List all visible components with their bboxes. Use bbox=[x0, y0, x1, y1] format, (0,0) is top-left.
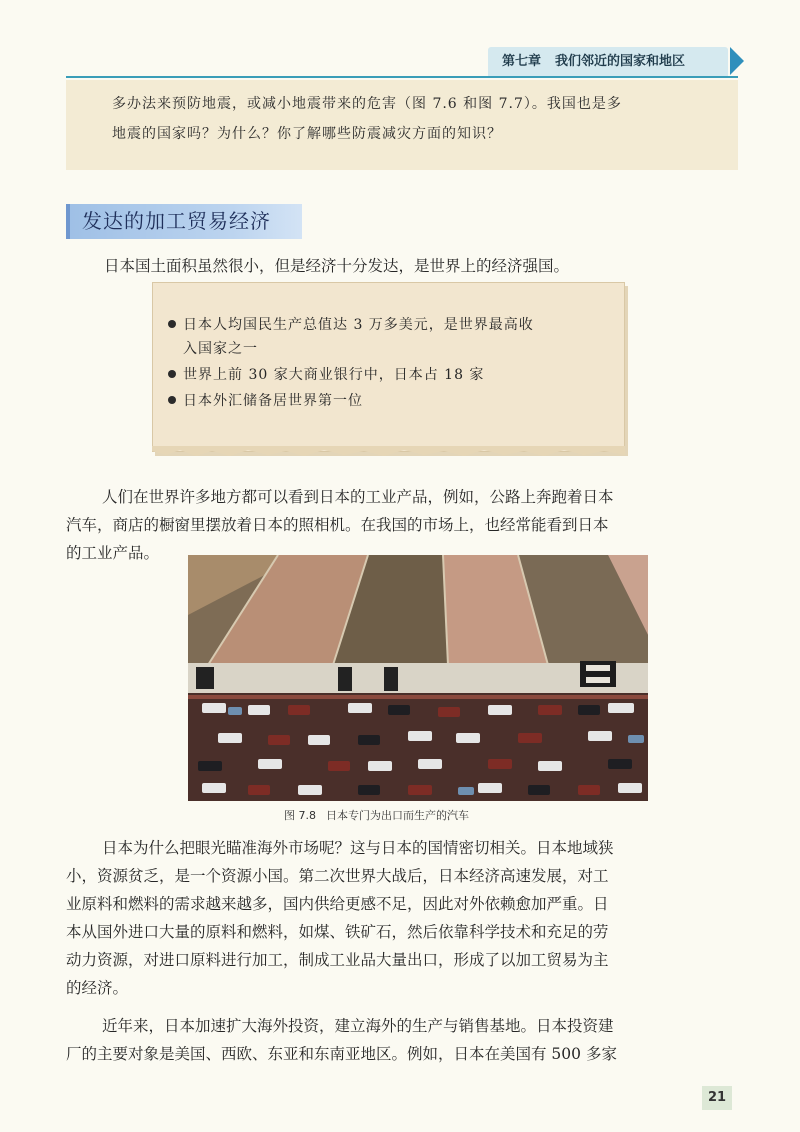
chapter-arrow-icon bbox=[730, 47, 744, 75]
activity-line: 多办法来预防地震，或减小地震带来的危害（图 7.6 和图 7.7）。我国也是多 bbox=[112, 96, 622, 112]
fact-item bbox=[168, 364, 484, 384]
paragraph-line: 日本为什么把眼光瞄准海外市场呢？这与日本的国情密切相关。日本地域狭 bbox=[102, 839, 614, 857]
paragraph-line: 厂的主要对象是美国、西欧、东亚和东南亚地区。例如，日本在美国有 500 多家 bbox=[66, 1045, 617, 1063]
fact-item-continuation: 入国家之一 bbox=[183, 341, 258, 357]
paragraph-line: 业原料和燃料的需求越来越多，国内供给更感不足，因此对外依赖愈加严重。日 bbox=[66, 895, 609, 913]
fact-text: 世界上前 30 家大商业银行中，日本占 18 家 bbox=[183, 367, 485, 383]
section-intro: 日本国土面积虽然很小，但是经济十分发达，是世界上的经济强国。 bbox=[104, 257, 570, 275]
chapter-header bbox=[488, 47, 728, 76]
bullet-icon bbox=[168, 370, 176, 378]
paragraph-line: 的工业产品。 bbox=[66, 544, 160, 562]
page-number: 21 bbox=[702, 1086, 732, 1110]
torn-edge-decoration bbox=[152, 446, 625, 458]
fact-item bbox=[168, 314, 534, 334]
paragraph-line: 动力资源，对进口原料进行加工，制成工业品大量出口，形成了以加工贸易为主 bbox=[66, 951, 609, 969]
paragraph-line: 本从国外进口大量的原料和燃料，如煤、铁矿石，然后依靠科学技术和充足的劳 bbox=[66, 923, 609, 941]
paragraph-line: 人们在世界许多地方都可以看到日本的工业产品，例如，公路上奔跑着日本 bbox=[102, 488, 614, 506]
fact-text: 日本人均国民生产总值达 3 万多美元，是世界最高收 bbox=[183, 317, 534, 333]
paragraph-line: 小，资源贫乏，是一个资源小国。第二次世界大战后，日本经济高速发展，对工 bbox=[66, 867, 609, 885]
figure-caption-text: 日本专门为出口而生产的汽车 bbox=[326, 809, 469, 822]
fact-text: 日本外汇储备居世界第一位 bbox=[183, 393, 363, 409]
section-heading: 发达的加工贸易经济 bbox=[66, 204, 302, 239]
activity-line: 地震的国家吗？为什么？你了解哪些防震减灾方面的知识？ bbox=[112, 126, 502, 142]
paragraph-line: 汽车，商店的橱窗里摆放着日本的照相机。在我国的市场上，也经常能看到日本 bbox=[66, 516, 609, 534]
export-cars-photo bbox=[188, 555, 648, 801]
header-rule bbox=[66, 76, 738, 78]
bullet-icon bbox=[168, 396, 176, 404]
figure-caption bbox=[284, 807, 469, 823]
chapter-title: 我们邻近的国家和地区 bbox=[555, 54, 686, 69]
fact-item bbox=[168, 390, 363, 410]
chapter-number: 第七章 bbox=[502, 54, 542, 69]
figure-number: 图 7.8 bbox=[284, 809, 316, 822]
bullet-icon bbox=[168, 320, 176, 328]
paragraph-line: 近年来，日本加速扩大海外投资，建立海外的生产与销售基地。日本投资建 bbox=[102, 1017, 614, 1035]
paragraph-line: 的经济。 bbox=[66, 979, 129, 997]
